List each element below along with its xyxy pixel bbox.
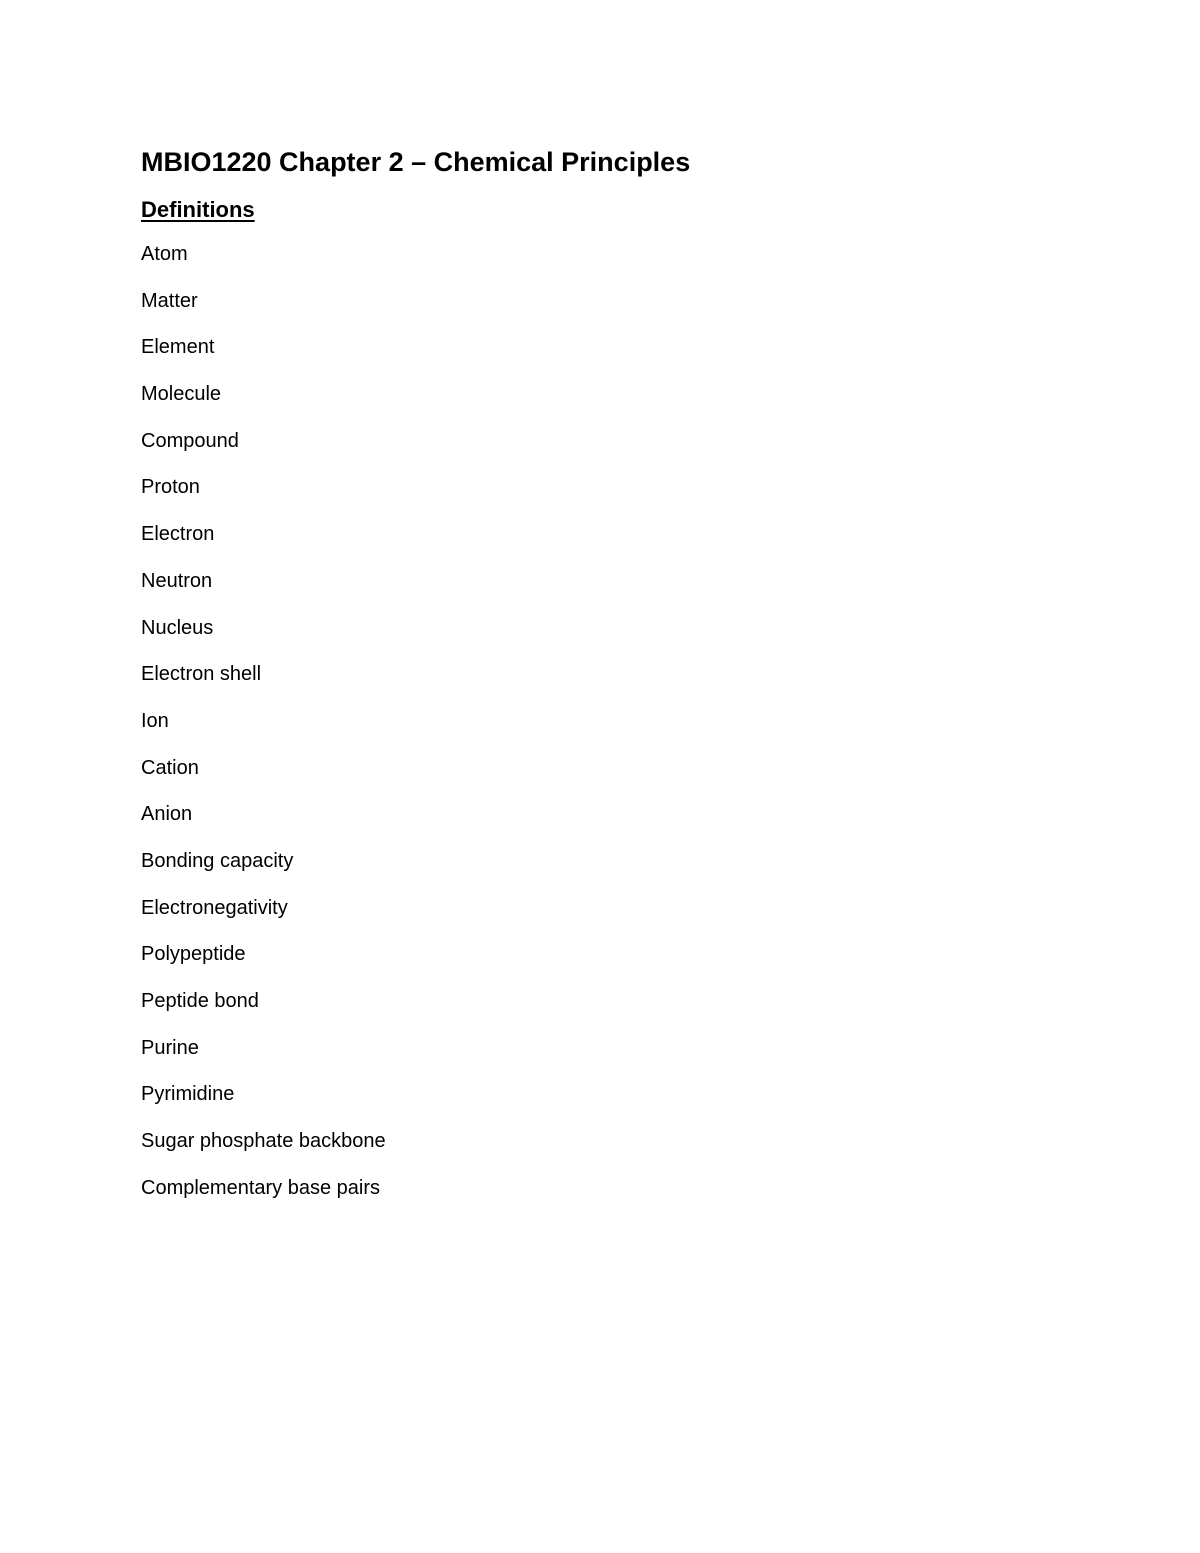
term-item: Proton <box>141 476 200 499</box>
definitions-list <box>141 240 1091 1202</box>
term-item: Atom <box>141 243 188 265</box>
term-item: Anion <box>141 803 193 826</box>
term-item: Purine <box>141 1036 199 1059</box>
term-item: Molecule <box>141 383 222 406</box>
term-item: Bonding capacity <box>141 849 294 872</box>
term-item: Electronegativity <box>141 896 288 919</box>
document-body <box>141 142 1091 1220</box>
term-item: Electron <box>141 523 215 546</box>
term-item: Compound <box>141 429 239 452</box>
term-item: Cation <box>141 756 199 779</box>
term-item: Nucleus <box>141 616 214 639</box>
term-item: Sugar phosphate backbone <box>141 1130 386 1153</box>
term-item: Pyrimidine <box>141 1083 235 1106</box>
term-item: Neutron <box>141 569 213 592</box>
term-item: Electron shell <box>141 663 262 686</box>
term-item: Peptide bond <box>141 990 259 1012</box>
term-item: Ion <box>141 709 169 732</box>
term-item: Matter <box>141 289 198 312</box>
section-heading-definitions: Definitions <box>141 197 255 222</box>
term-item: Element <box>141 336 215 359</box>
term-item: Complementary base pairs <box>141 1176 380 1199</box>
document-title: MBIO1220 Chapter 2 – Chemical Principles <box>141 147 691 177</box>
term-item: Polypeptide <box>141 943 246 966</box>
